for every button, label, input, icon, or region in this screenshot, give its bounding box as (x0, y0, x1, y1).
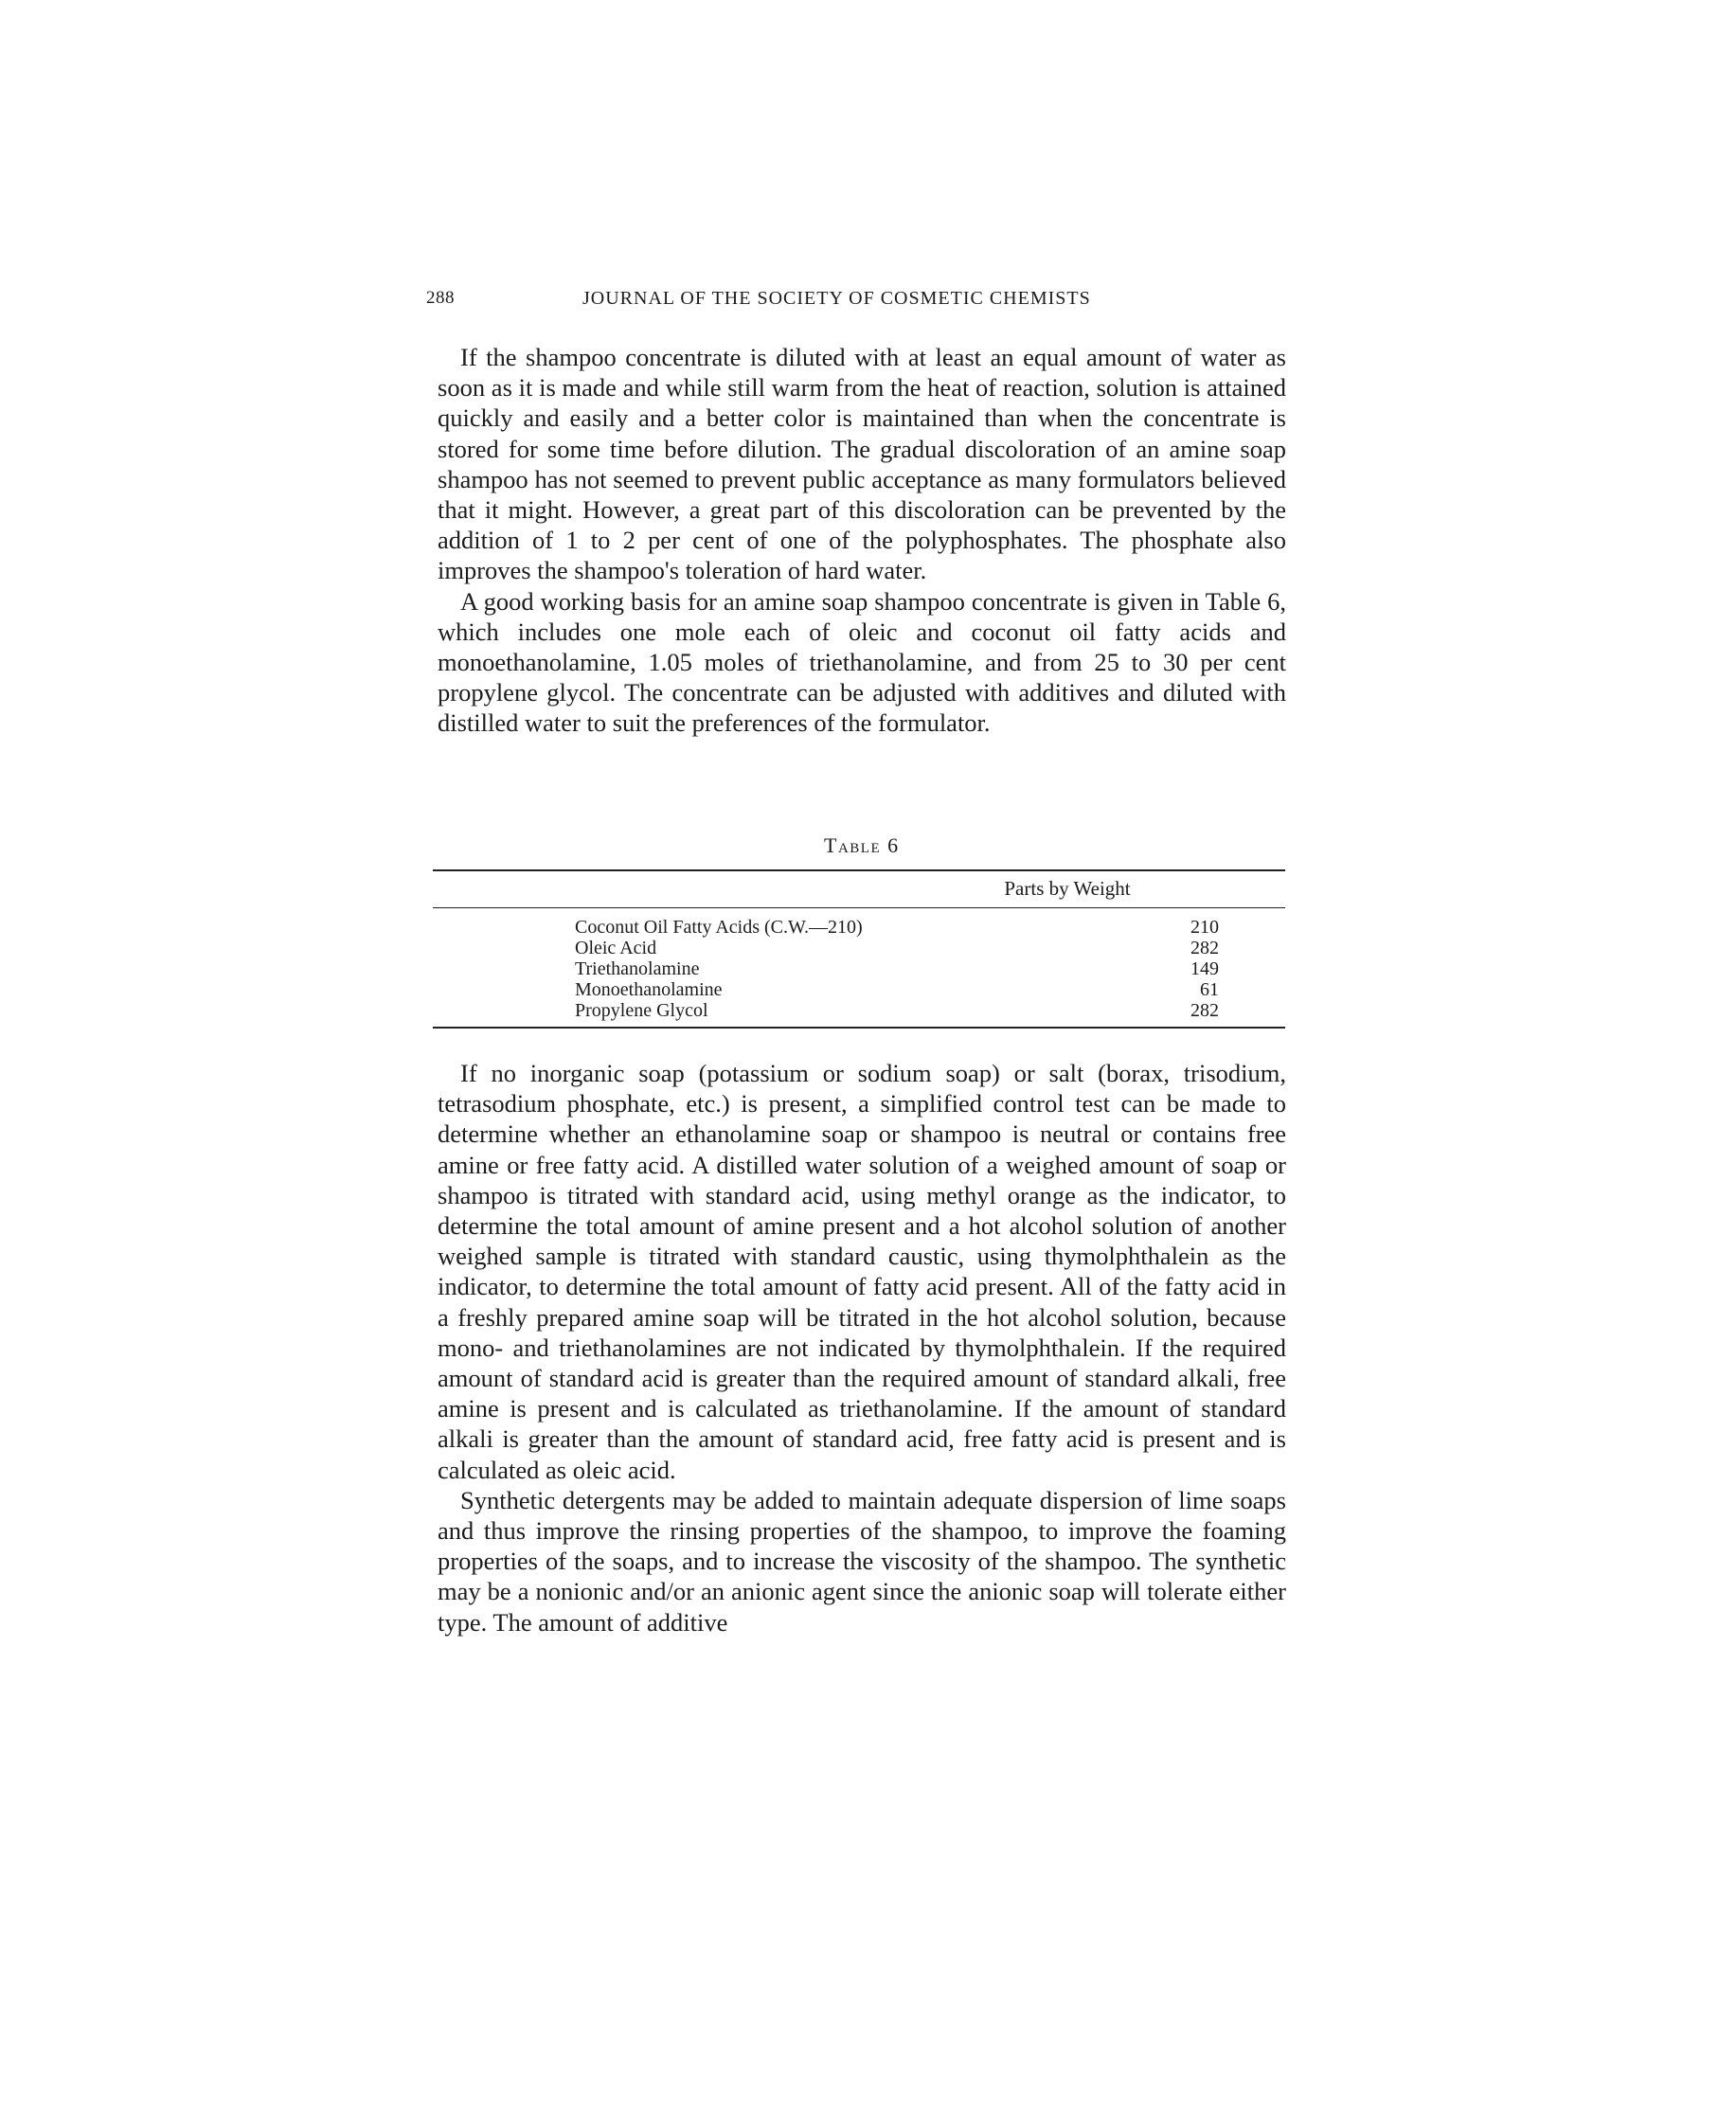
table-cell-label: Oleic Acid (575, 938, 657, 958)
table-caption-text: Table 6 (824, 833, 900, 857)
table-cell-value: 282 (1190, 1000, 1219, 1021)
table-cell-label: Coconut Oil Fatty Acids (C.W.—210) (575, 917, 863, 938)
table-row (575, 958, 1285, 979)
table-bottom-rule (433, 1027, 1285, 1029)
page-number: 288 (426, 288, 455, 308)
table-cell-value: 61 (1200, 979, 1219, 1000)
table-cell-label: Triethanolamine (575, 958, 700, 979)
paragraph: A good working basis for an amine soap shampoo concentrate is given in Table 6, which includes one mole each of oleic and coconut oil fatty acids and monoethanolamine, 1.05 moles of triethanolamine, and from 25 to 30 per cent propylene glycol. The concentrate can be adjusted with additives and diluted with distilled water to suit the preferences of the formulator. (438, 586, 1286, 738)
table-header-rule (433, 907, 1285, 908)
table-cell-value: 282 (1190, 938, 1219, 958)
table-top-rule (433, 869, 1285, 871)
paragraph: Synthetic detergents may be added to maintain adequate dispersion of lime soaps and thus improve the rinsing properties of the shampoo, to improve the foaming properties of the soaps, and to increase the viscosity of the shampoo. The synthetic may be a nonionic and/or an anionic agent since the anionic soap will tolerate either type. The amount of additive (438, 1485, 1286, 1637)
table-row (575, 917, 1285, 938)
table-row (575, 979, 1285, 1000)
body-text-bottom (438, 1058, 1286, 1638)
table-cell-label: Propylene Glycol (575, 1000, 708, 1021)
table-caption (824, 833, 900, 858)
table-row (575, 938, 1285, 958)
body-text-top (438, 342, 1286, 739)
table-row (575, 1000, 1285, 1021)
journal-title: JOURNAL OF THE SOCIETY OF COSMETIC CHEMISTS (582, 288, 1091, 309)
table-cell-value: 210 (1190, 917, 1219, 938)
table-column-header: Parts by Weight (1004, 877, 1131, 900)
table-cell-value: 149 (1190, 958, 1219, 979)
running-header (426, 284, 1288, 318)
paragraph: If the shampoo concentrate is diluted with at least an equal amount of water as soon as it is made and while still warm from the heat of reaction, solution is attained quickly and easily and a better color is maintained than when the concentrate is stored for some time before dilution. The gradual discoloration of an amine soap shampoo has not seemed to prevent public acceptance as many formulators believed that it might. However, a great part of this discoloration can be prevented by the addition of 1 to 2 per cent of one of the polyphosphates. The phosphate also improves the shampoo's toleration of hard water. (438, 343, 1286, 585)
table-cell-label: Monoethanolamine (575, 979, 723, 1000)
paragraph: If no inorganic soap (potassium or sodium soap) or salt (borax, trisodium, tetrasodium phosphate, etc.) is present, a simplified control test can be made to determine whether an ethanolamine soap or shampoo is neutral or contains free amine or free fatty acid. A distilled water solution of a weighed amount of soap or shampoo is titrated with standard acid, using methyl orange as the indicator, to determine the total amount of amine present and a hot alcohol solution of another weighed sample is titrated with standard caustic, using thymolphthalein as the indicator, to determine the total amount of fatty acid present. All of the fatty acid in a freshly prepared amine soap will be titrated in the hot alcohol solution, because mono- and triethanolamines are not indicated by thymolphthalein. If the required amount of standard acid is greater than the required amount of standard alkali, free amine is present and is calculated as triethanolamine. If the amount of standard alkali is greater than the amount of standard acid, free fatty acid is present and is calculated as oleic acid. (438, 1059, 1286, 1484)
